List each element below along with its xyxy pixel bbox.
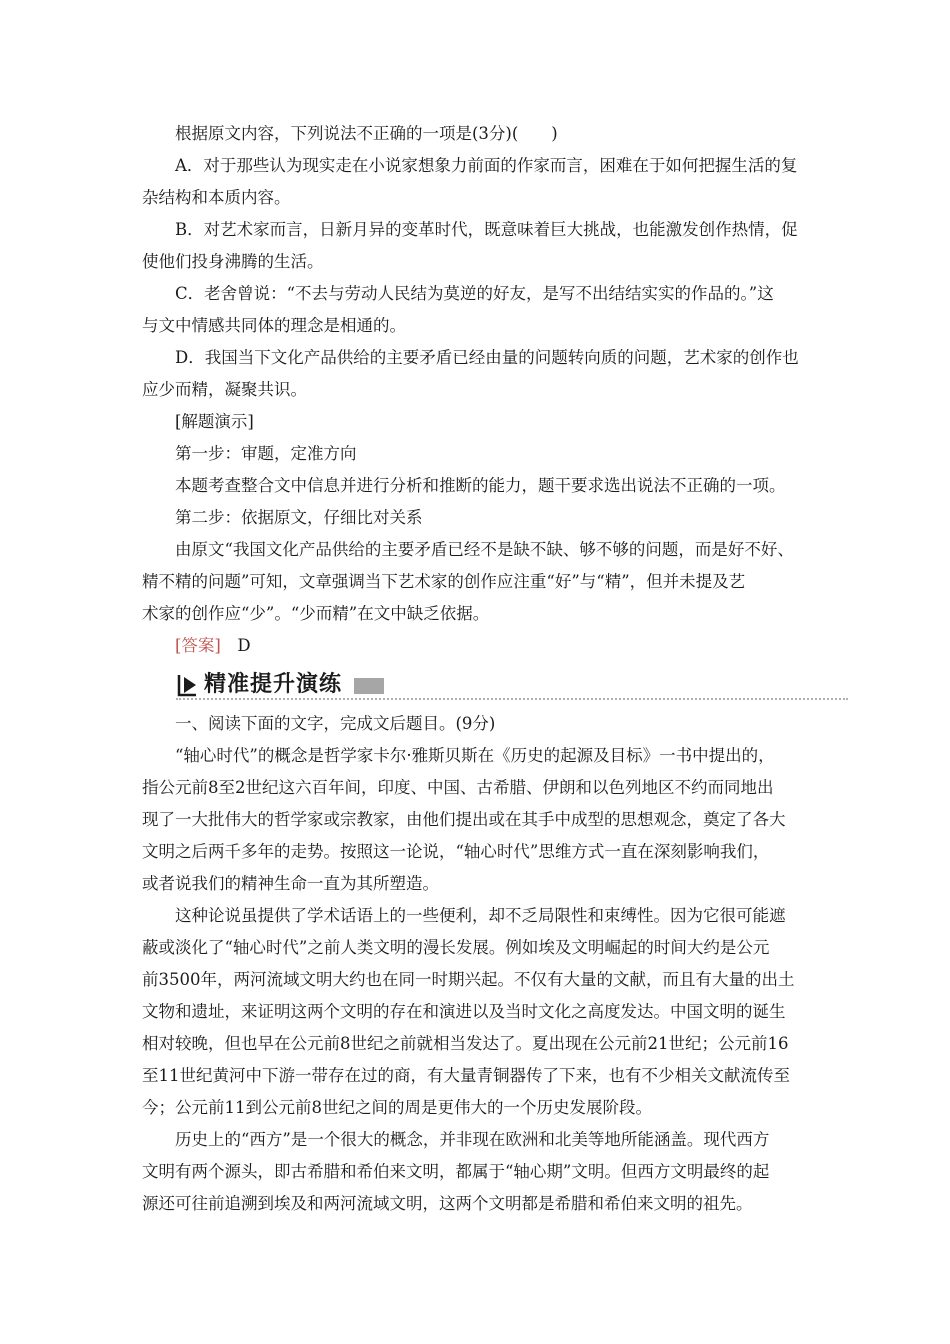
passage-paragraph-1 [142, 740, 810, 900]
section-header [142, 668, 810, 704]
option-b-line2: 使他们投身沸腾的生活。 [142, 252, 324, 271]
step2-title: 第二步：依据原文，仔细比对关系 [175, 508, 423, 527]
answer-line [142, 630, 810, 662]
passage-line: 前3500年，两河流域文明大约也在同一时期兴起。不仅有大量的文献，而且有大量的出土 [142, 970, 795, 989]
option-a-line2: 杂结构和本质内容。 [142, 188, 291, 207]
passage-line: 今；公元前11到公元前8世纪之间的周是更伟大的一个历史发展阶段。 [142, 1098, 652, 1117]
step2-line: 术家的创作应“少”。“少而精”在文中缺乏依据。 [142, 604, 490, 623]
exercise-intro: 一、阅读下面的文字，完成文后题目。(9分) [175, 714, 496, 733]
passage-line: 这种论说虽提供了学术话语上的一些便利，却不乏局限性和束缚性。因为它很可能遮 [175, 906, 786, 925]
passage-line: 文明之后两千多年的走势。按照这一论说，“轴心时代”思维方式一直在深刻影响我们， [142, 842, 770, 861]
step1-text: 本题考查整合文中信息并进行分析和推断的能力，题干要求选出说法不正确的一项。 [175, 476, 786, 495]
passage-line: 文物和遗址，来证明这两个文明的存在和演进以及当时文化之高度发达。中国文明的诞生 [142, 1002, 786, 1021]
option-c-line1: C．老舍曾说：“不去与劳动人民结为莫逆的好友，是写不出结结实实的作品的。”这 [175, 284, 774, 303]
passage-line: 文明有两个源头，即古希腊和希伯来文明，都属于“轴心期”文明。但西方文明最终的起 [142, 1162, 770, 1181]
option-a-line1: A．对于那些认为现实走在小说家想象力前面的作家而言，困难在于如何把握生活的复 [175, 156, 798, 175]
passage-line: 指公元前8至2世纪这六百年间，印度、中国、古希腊、伊朗和以色列地区不约而同地出 [142, 778, 774, 797]
passage-line: 至11世纪黄河中下游一带存在过的商，有大量青铜器传了下来，也有不少相关文献流传至 [142, 1066, 790, 1085]
step2-line: 由原文“我国文化产品供给的主要矛盾已经不是缺不缺、够不够的问题，而是好不好、 [175, 540, 794, 559]
play-arrow-icon [176, 672, 200, 698]
passage-line: 蔽或淡化了“轴心时代”之前人类文明的漫长发展。例如埃及文明崛起的时间大约是公元 [142, 938, 770, 957]
question-stem: 根据原文内容，下列说法不正确的一项是(3分)( ) [175, 124, 558, 143]
passage-paragraph-2 [142, 900, 810, 1124]
option-b-line1: B．对艺术家而言，日新月异的变革时代，既意味着巨大挑战，也能激发创作热情，促 [175, 220, 798, 239]
step2-body [142, 534, 810, 630]
answer-tag: [答案] [175, 636, 221, 655]
passage-line: 相对较晚，但也早在公元前8世纪之前就相当发达了。夏出现在公元前21世纪；公元前16 [142, 1034, 789, 1053]
option-d-line1: D．我国当下文化产品供给的主要矛盾已经由量的问题转向质的问题，艺术家的创作也 [175, 348, 799, 367]
passage-line: 历史上的“西方”是一个很大的概念，并非现在欧洲和北美等地所能涵盖。现代西方 [175, 1130, 770, 1149]
header-dotted-rule [176, 698, 848, 700]
option-c-line2: 与文中情感共同体的理念是相通的。 [142, 316, 406, 335]
passage-line: 现了一大批伟大的哲学家或宗教家，由他们提出或在其手中成型的思想观念，奠定了各大 [142, 810, 786, 829]
header-decoration [354, 678, 384, 694]
step1-title: 第一步：审题，定准方向 [175, 444, 357, 463]
passage-paragraph-3 [142, 1124, 810, 1220]
passage-line: “轴心时代”的概念是哲学家卡尔·雅斯贝斯在《历史的起源及目标》一书中提出的， [175, 746, 775, 765]
option-a [142, 150, 810, 214]
option-c [142, 278, 810, 342]
option-b [142, 214, 810, 278]
passage-line: 源还可往前追溯到埃及和两河流域文明，这两个文明都是希腊和希伯来文明的祖先。 [142, 1194, 753, 1213]
section-title: 精准提升演练 [204, 672, 343, 697]
step2-line: 精不精的问题”可知，文章强调当下艺术家的创作应注重“好”与“精”，但并未提及艺 [142, 572, 746, 591]
passage-line: 或者说我们的精神生命一直为其所塑造。 [142, 874, 439, 893]
answer-value: D [237, 636, 251, 655]
document-page [142, 118, 810, 1220]
option-d-line2: 应少而精，凝聚共识。 [142, 380, 307, 399]
option-d [142, 342, 810, 406]
solution-heading: [解题演示] [175, 412, 254, 431]
